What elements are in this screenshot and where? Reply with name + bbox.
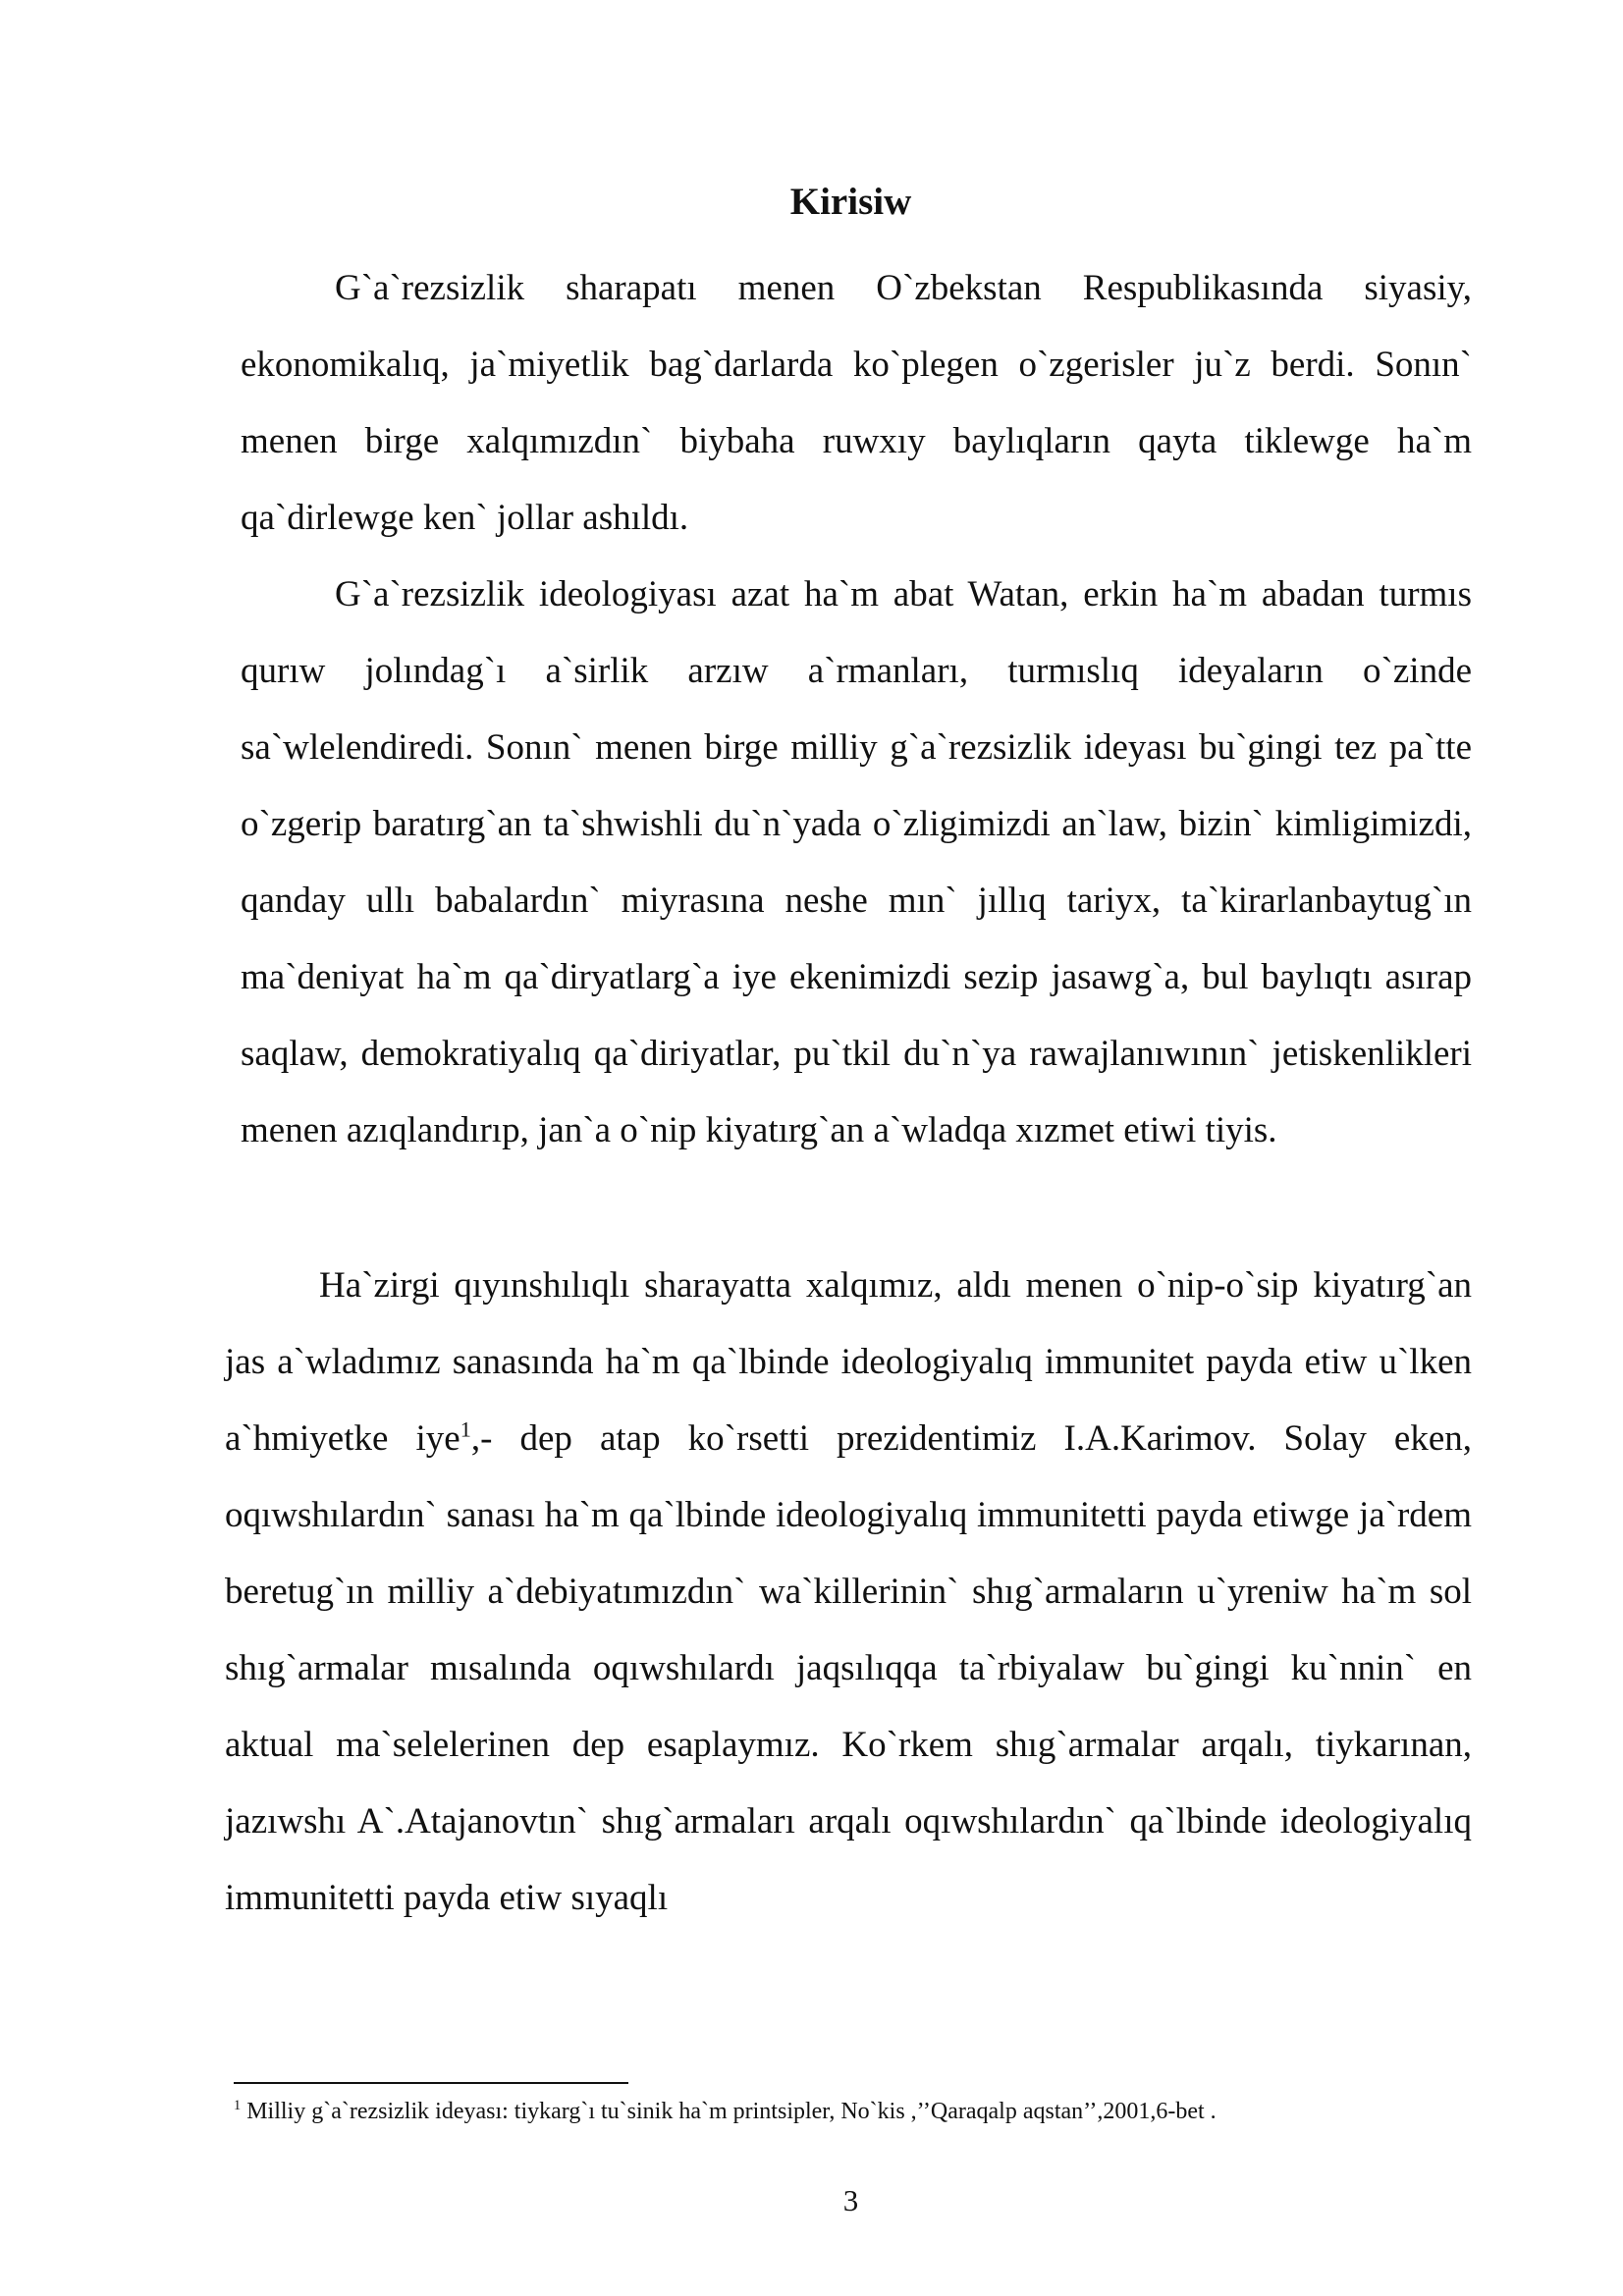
paragraph-3-text-before-ref: Ha`zirgi qıyınshılıqlı sharayatta xalqımız, aldı menen o`nip-o`sip kiyatırg`an jas a`wladımız sanasında ha`m qa`lbinde ideologiyalıq immunitet payda etiw u`lken a`hmiyetke iye: [225, 1265, 1472, 1459]
footnote-reference[interactable]: 1: [460, 1416, 471, 1442]
footnote-separator: [234, 2082, 628, 2084]
page-number: 3: [842, 2183, 859, 2217]
paragraph-3: [225, 1248, 1472, 1937]
paragraph-1: G`a`rezsizlik sharapatı menen O`zbekstan Respublikasında siyasiy, ekonomikalıq, ja`miyetlik bag`darlarda ko`plegen o`zgerisler ju`z berdi. Sonın` menen birge xalqımızdın` biybaha ruwxıy baylıqların qayta tiklewge ha`m qa`dirlewge ken` jollar ashıldı.: [241, 268, 1472, 538]
footnote-number: 1: [234, 2098, 242, 2113]
footnote-text: Milliy g`a`rezsizlik ideyası: tiykarg`ı tu`sinik ha`m printsipler, No`kis ,’’Qaraqalp aqstan’’,2001,6-bet .: [246, 2099, 1217, 2124]
footnote: [234, 2094, 1510, 2129]
paragraph-3-text-after-ref: ,- dep atap ko`rsetti prezidentimiz I.A.Karimov. Solay eken, oqıwshılardın` sanası ha`m qa`lbinde ideologiyalıq immunitetti payda etiwge ja`rdem beretug`ın milliy a`debiyatımızdın` wa`killerinin` shıg`armaların u`yreniw ha`m sol shıg`armalar mısalında oqıwshılardı jaqsılıqqa ta`rbiyalaw bu`gingi ku`nnin` en aktual ma`selelerinen dep esaplaymız. Ko`rkem shıg`armalar arqalı, tiykarınan, jazıwshı A`.Atajanovtın` shıg`armaları arqalı oqıwshılardın` qa`lbinde ideologiyalıq immunitetti payda etiw sıyaqlı: [225, 1418, 1472, 1918]
page-title: Kirisiw: [789, 181, 912, 223]
paragraph-2: G`a`rezsizlik ideologiyası azat ha`m abat Watan, erkin ha`m abadan turmıs qurıw jolındag`ı a`sirlik arzıw a`rmanları, turmıslıq ideyaların o`zinde sa`wlelendiredi. Sonın` menen birge milliy g`a`rezsizlik ideyası bu`gingi tez pa`tte o`zgerip baratırg`an ta`shwishli du`n`yada o`zligimizdi an`law, bizin` kimligimizdi, qanday ullı babalardın` miyrasına neshe mın` jıllıq tariyx, ta`kirarlanbaytug`ın ma`deniyat ha`m qa`diryatlarg`a iye ekenimizdi sezip jasawg`a, bul baylıqtı asırap saqlaw, demokratiyalıq qa`diriyatlar, pu`tkil du`n`ya rawajlanıwının` jetiskenlikleri menen azıqlandırıp, jan`a o`nip kiyatırg`an a`wladqa xızmet etiwi tiyis.: [241, 574, 1472, 1150]
